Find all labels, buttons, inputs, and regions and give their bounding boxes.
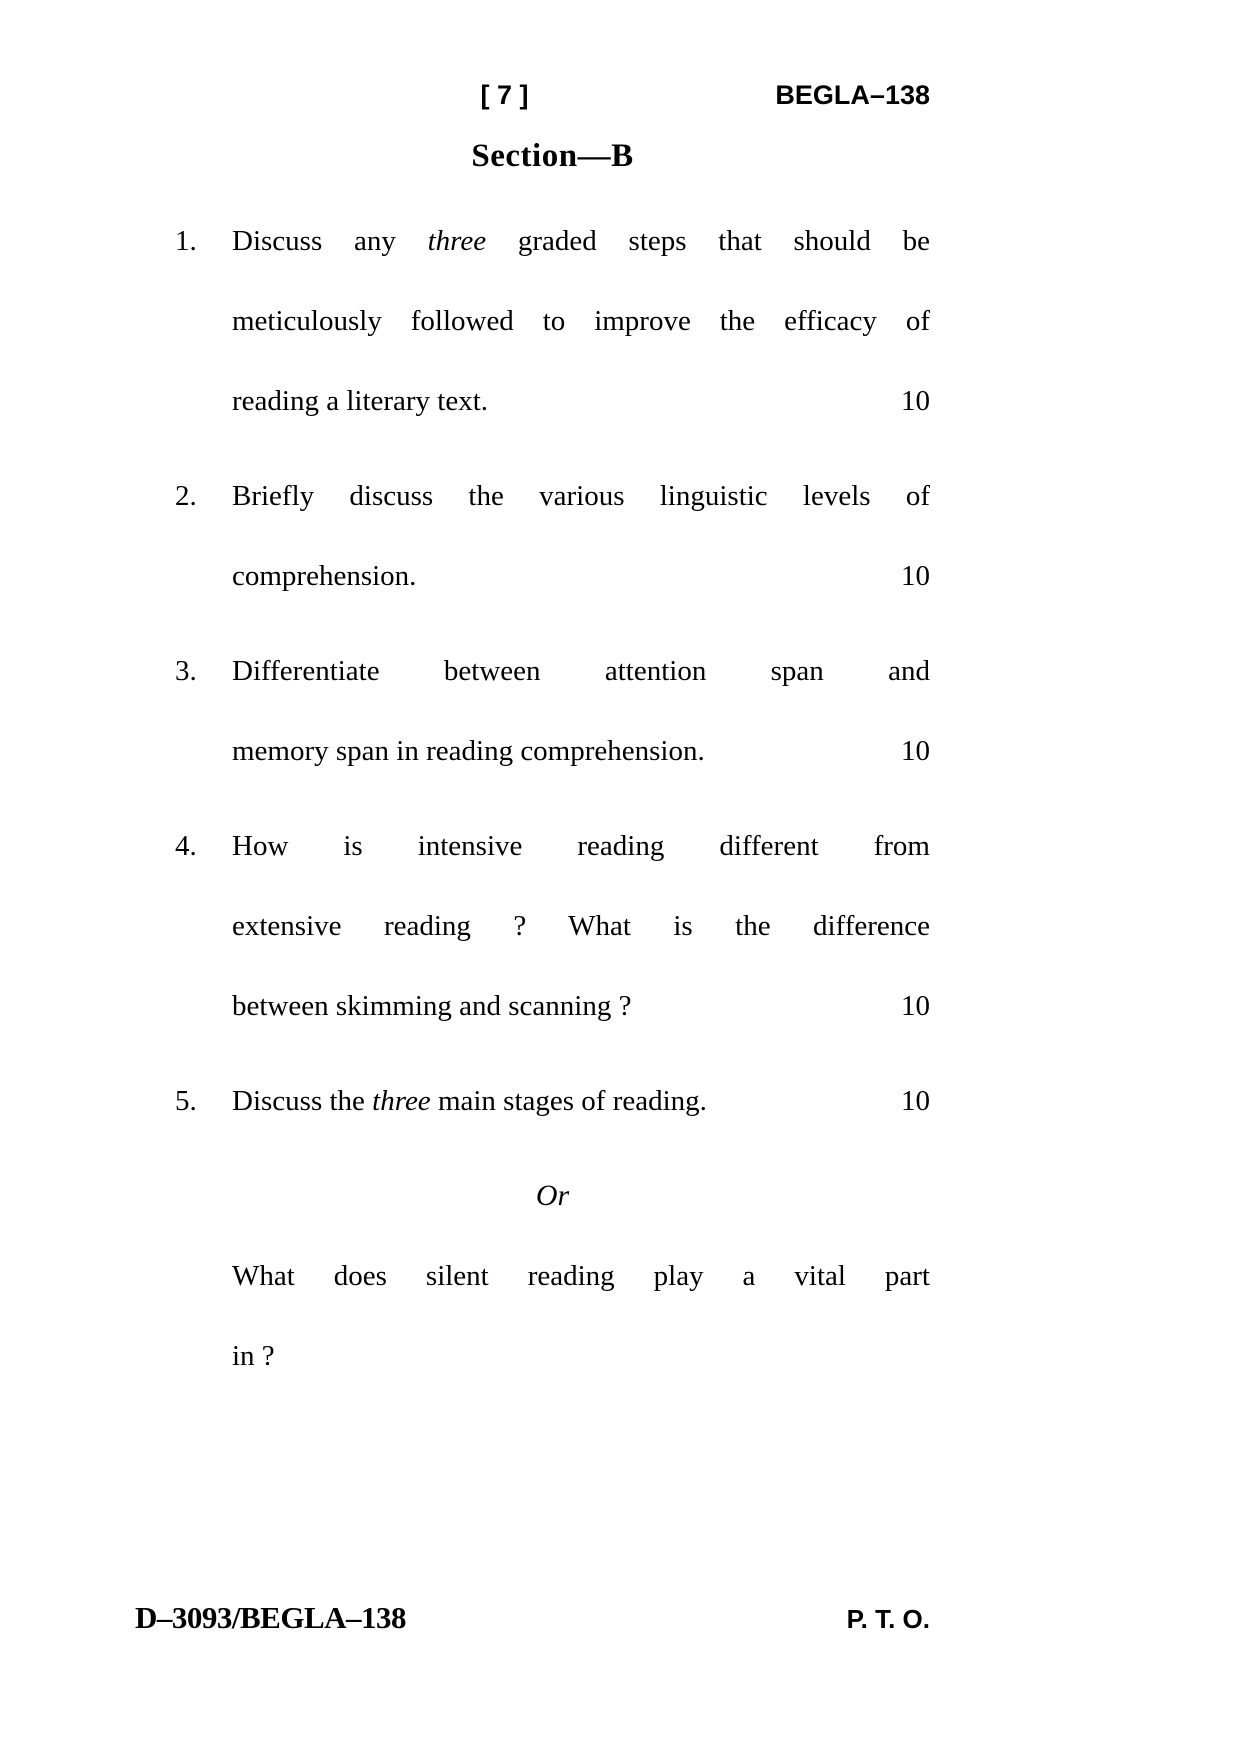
- question-line: [232, 1079, 930, 1159]
- question-line: [232, 1334, 930, 1414]
- questions-container: [175, 219, 930, 1159]
- alternative-question: [232, 1254, 930, 1414]
- question-line-text: [232, 225, 930, 257]
- text-segment: between skimming and scanning ?: [232, 990, 632, 1022]
- question-line: [232, 1254, 930, 1334]
- question-line: [232, 554, 930, 634]
- course-code: BEGLA–138: [775, 80, 930, 110]
- question-line-text: [232, 655, 930, 687]
- question-lines: [232, 824, 930, 1064]
- question-line: [232, 824, 930, 904]
- question-number: 2.: [175, 480, 197, 512]
- italic-text: three: [372, 1085, 431, 1117]
- question-number: 5.: [175, 1085, 197, 1117]
- question-item: [175, 649, 930, 809]
- question-line: [232, 299, 930, 379]
- question-item: [175, 474, 930, 634]
- question-line-text: [232, 984, 631, 1028]
- question-line-text: [232, 729, 705, 773]
- question-line-text: [232, 480, 930, 512]
- question-line-text: [232, 1079, 707, 1123]
- question-item: [175, 824, 930, 1064]
- question-number: 4.: [175, 830, 197, 862]
- italic-text: three: [427, 225, 487, 257]
- question-marks: 10: [901, 385, 930, 417]
- question-number: 1.: [175, 225, 197, 257]
- question-lines: [232, 474, 930, 634]
- text-segment: Discuss any: [232, 225, 428, 257]
- text-segment: graded steps that should be: [486, 225, 930, 257]
- text-segment: Briefly discuss the various linguistic levels of: [232, 480, 930, 512]
- question-lines: [232, 1079, 930, 1159]
- question-item: [175, 219, 930, 459]
- text-segment: reading a literary text.: [232, 385, 489, 417]
- question-marks: 10: [901, 735, 930, 767]
- question-line-text: [232, 1340, 275, 1372]
- section-title: Section—B: [471, 138, 634, 174]
- text-segment: Differentiate between attention span and: [232, 655, 930, 687]
- question-lines: [232, 219, 930, 459]
- page-footer: [135, 1600, 930, 1636]
- page-number: [ 7 ]: [480, 80, 529, 110]
- question-line-text: [232, 830, 930, 862]
- question-line-text: [232, 305, 930, 337]
- question-line-text: [232, 554, 416, 598]
- page-header: [175, 80, 930, 120]
- text-segment: How is intensive reading different from: [232, 830, 930, 862]
- question-line-text: [232, 1260, 930, 1292]
- question-line: [232, 474, 930, 554]
- question-line-text: [232, 910, 930, 942]
- questions-block: [175, 219, 930, 1414]
- paper-code: D–3093/BEGLA–138: [135, 1600, 407, 1635]
- text-segment: in ?: [232, 1340, 275, 1372]
- question-line: [232, 649, 930, 729]
- question-line-text: [232, 379, 488, 423]
- question-number: 3.: [175, 655, 197, 687]
- question-line: [232, 219, 930, 299]
- text-segment: extensive reading ? What is the difference: [232, 910, 930, 942]
- text-segment: What does silent reading play a vital part: [232, 1260, 930, 1292]
- text-segment: comprehension.: [232, 560, 417, 592]
- or-label: Or: [535, 1179, 570, 1212]
- question-line: [232, 984, 930, 1064]
- text-segment: main stages of reading.: [430, 1085, 707, 1117]
- text-segment: meticulously followed to improve the efficacy of: [232, 305, 930, 337]
- question-line: [232, 379, 930, 459]
- pto-label: P. T. O.: [846, 1604, 930, 1634]
- question-line: [232, 729, 930, 809]
- question-item: [175, 1079, 930, 1159]
- question-lines: [232, 649, 930, 809]
- question-line: [232, 904, 930, 984]
- text-segment: Discuss the: [232, 1085, 373, 1117]
- question-marks: 10: [901, 990, 930, 1022]
- question-marks: 10: [901, 1085, 930, 1117]
- text-segment: memory span in reading comprehension.: [232, 735, 705, 767]
- question-marks: 10: [901, 560, 930, 592]
